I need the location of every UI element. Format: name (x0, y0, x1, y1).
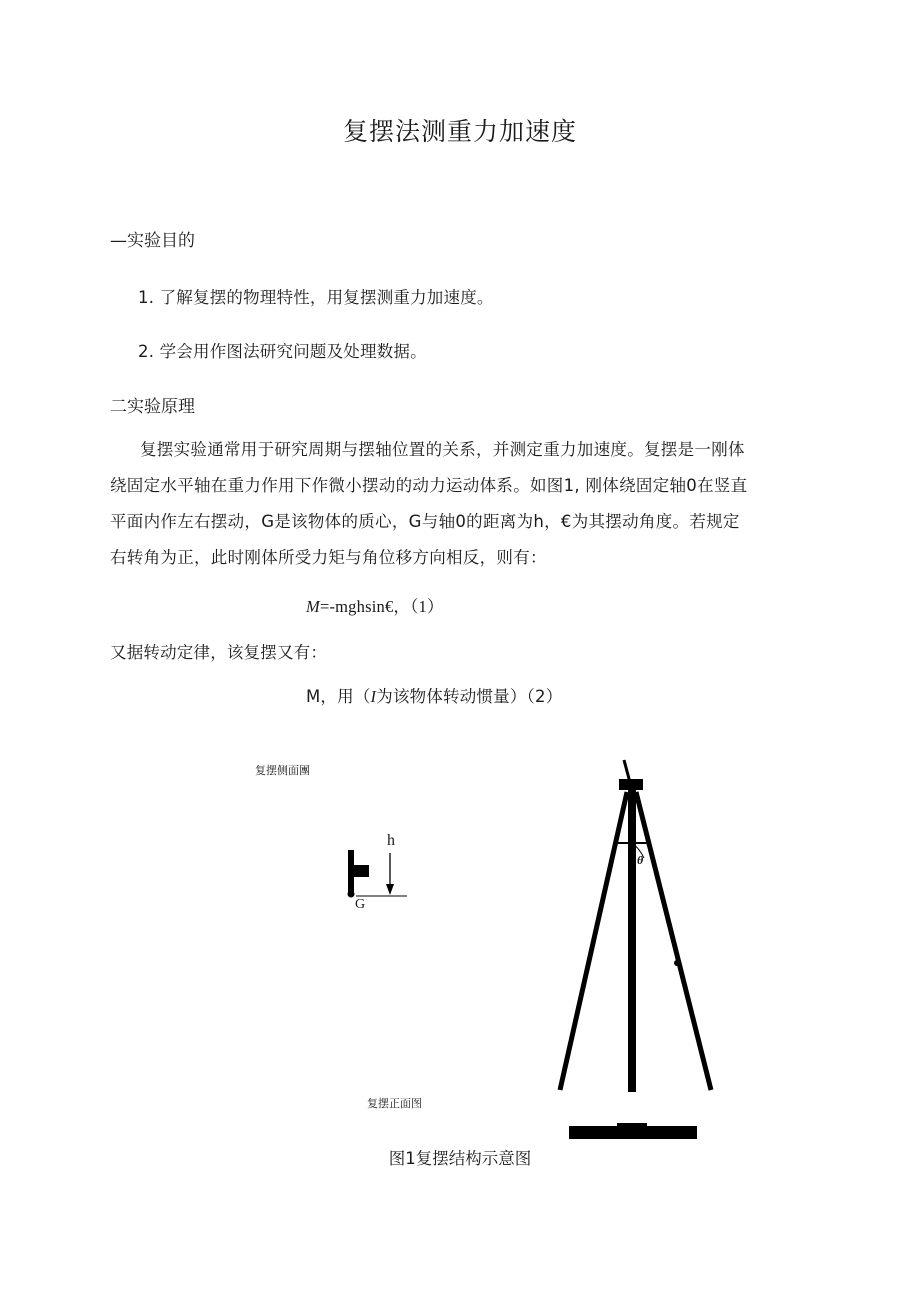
paragraph-line: 绕固定水平轴在重力作用下作微小摆动的动力运动体系。如图1, 刚体绕固定轴0在竖直 (110, 476, 748, 495)
h-arrow-head (386, 884, 394, 895)
front-view-label: 复摆正面图 (367, 1097, 422, 1110)
equation-2-part-a: M，用（ (306, 687, 371, 706)
right-leg (636, 792, 711, 1090)
list-item: 1. 了解复摆的物理特性，用复摆测重力加速度。 (138, 288, 494, 307)
side-view-rod (348, 850, 354, 896)
theta-label: θ (637, 853, 644, 867)
section-heading-purpose: —实验目的 (110, 231, 195, 251)
left-leg (560, 792, 627, 1090)
equation-1-rest: =-mghsin€，（1） (319, 597, 444, 616)
paragraph-line: 复摆实验通常用于研究周期与摆轴位置的关系，并测定重力加速度。复摆是一刚体 (140, 440, 745, 459)
figure-caption: 图1复摆结构示意图 (388, 1149, 532, 1168)
h-label: h (387, 832, 395, 849)
g-label: G (355, 897, 366, 912)
side-view-center-of-mass (348, 891, 355, 898)
front-view-marker-dot (674, 960, 680, 966)
axis-bearing (619, 779, 643, 790)
page-title: 复摆法测重力加速度 (342, 117, 577, 146)
equation-2-inertia-symbol: I (370, 687, 377, 706)
list-item: 2. 学会用作图法研究问题及处理数据。 (138, 342, 427, 361)
side-view-label: 复摆侧面團 (255, 764, 310, 777)
rotation-law-line: 又据转动定律，该复摆又有： (110, 643, 328, 662)
section-heading-principle: 二实验原理 (110, 397, 195, 417)
pendulum-rod (628, 790, 636, 1092)
pendulum-base (569, 1126, 697, 1139)
paragraph-line: 平面内作左右摆动，G是该物体的质心，G与轴0的距离为h，€为其摆动角度。若规定 (110, 512, 740, 531)
side-view-bracket (354, 865, 369, 877)
base-notch (617, 1123, 647, 1127)
equation-2-part-b: 为该物体转动惯量）（2） (376, 687, 563, 706)
paragraph-line: 右转角为正，此时刚体所受力矩与角位移方向相反，则有： (110, 548, 547, 567)
equation-1-lhs: M (306, 597, 320, 616)
